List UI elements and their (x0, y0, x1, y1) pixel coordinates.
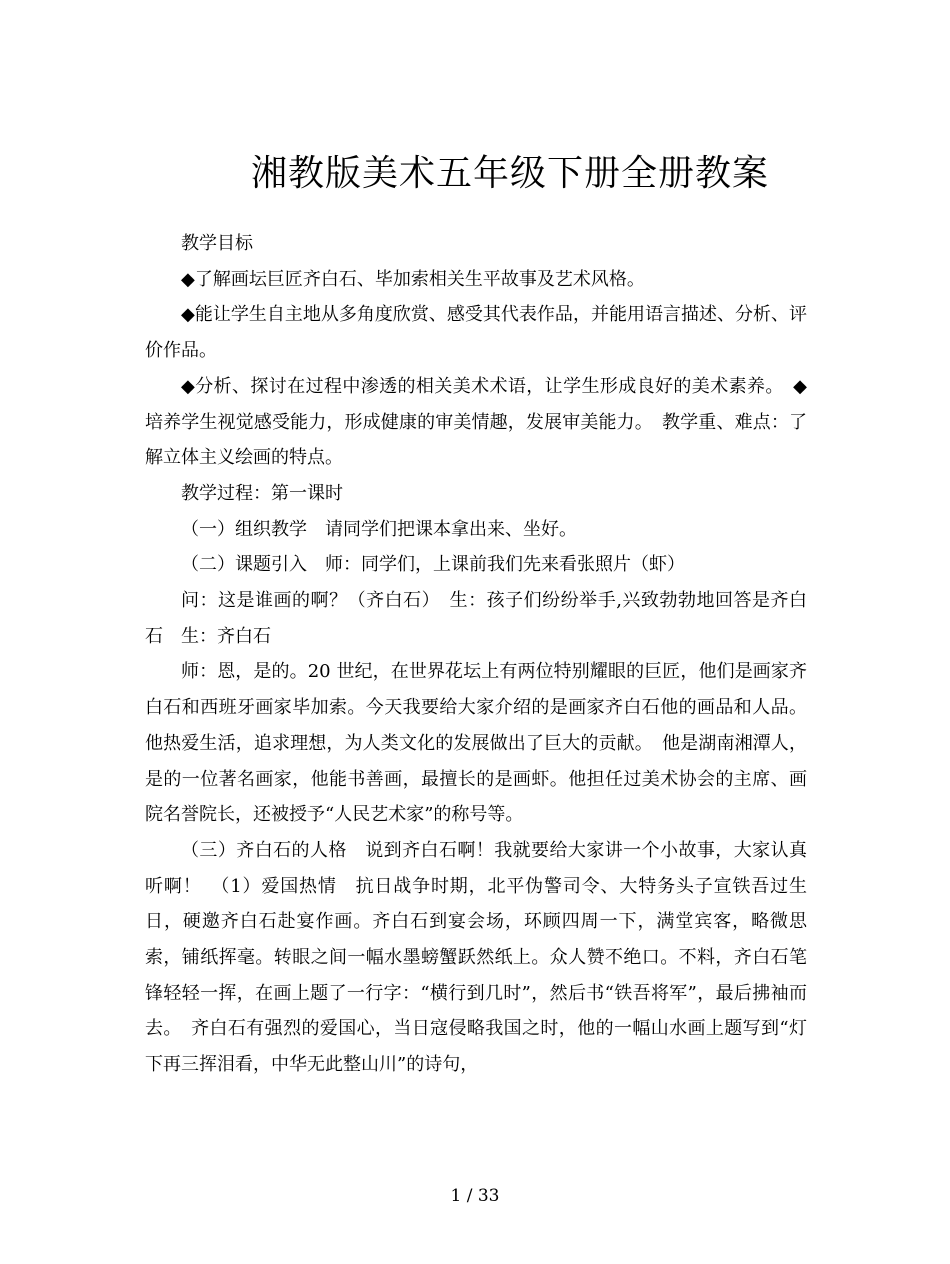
paragraph-organize-teaching: （一）组织教学 请同学们把课本拿出来、坐好。 (181, 518, 577, 540)
paragraph-goal-2: ◆能让学生自主地从多角度欣赏、感受其代表作品，并能用语言描述、分析、评价作品。 (145, 304, 807, 362)
paragraph-teaching-process: 教学过程：第一课时 (181, 482, 343, 504)
document-title: 湘教版美术五年级下册全册教案 (250, 153, 769, 194)
paragraph-goal-3-4-key-points: ◆分析、探讨在过程中渗透的相关美术术语，让学生形成良好的美术素养。 ◆培养学生视觉感受能力，形成健康的审美情趣，发展审美能力。 教学重、难点：了解立体主义绘画的特点。 (145, 375, 807, 469)
page-number: 1 / 33 (450, 1186, 500, 1206)
paragraph-teaching-goals-heading: 教学目标 (181, 233, 253, 254)
paragraph-teacher-introduction: 师：恩，是的。20 世纪，在世界花坛上有两位特别耀眼的巨匠，他们是画家齐白石和西班牙画家毕加索。今天我要给大家介绍的是画家齐白石他的画品和人品。他热爱生活，追求理想，为人类文化的发展做出了巨大的贡献。 他是湖南湘潭人，是的一位著名画家，他能书善画，最擅长的是画虾。他担任过美术协会的主席、画院名誉院长，还被授予“人民艺术家”的称号等。 (145, 661, 807, 826)
paragraph-personality-story: （三）齐白石的人格 说到齐白石啊！我就要给大家讲一个小故事，大家认真听啊！ （1）爱国热情 抗日战争时期，北平伪警司令、大特务头子宣铁吾过生日，硬邀齐白石赴宴作画。齐白石到宴会场，环顾四周一下，满堂宾客，略微思索，铺纸挥毫。转眼之间一幅水墨螃蟹跃然纸上。众人赞不绝口。不料，齐白石笔锋轻轻一挥，在画上题了一行字：“横行到几时”，然后书“铁吾将军”，最后拂袖而去。 齐白石有强烈的爱国心，当日寇侵略我国之时，他的一幅山水画上题写到“灯下再三挥泪看，中华无此整山川”的诗句， (145, 839, 807, 1076)
document-body (145, 226, 807, 1083)
paragraph-goal-1: ◆了解画坛巨匠齐白石、毕加索相关生平故事及艺术风格。 (181, 268, 645, 290)
paragraph-question-answer: 问：这是谁画的啊？（齐白石） 生：孩子们纷纷举手,兴致勃勃地回答是齐白石 生：齐白石 (145, 590, 807, 647)
paragraph-topic-introduction: （二）课题引入 师：同学们，上课前我们先来看张照片（虾） (181, 554, 685, 576)
